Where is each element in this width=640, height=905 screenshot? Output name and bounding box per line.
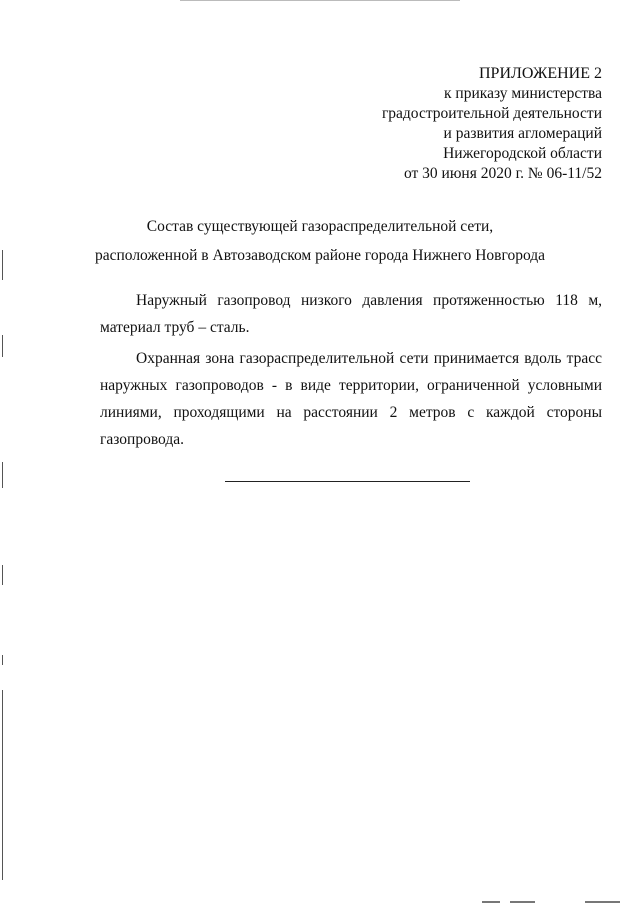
scan-edge-bottom-3 bbox=[585, 901, 620, 903]
document-title bbox=[40, 212, 600, 270]
document-title-line-1: Состав существующей газораспределительной сети, bbox=[146, 218, 494, 235]
appendix-line-department: градостроительной деятельности bbox=[381, 105, 602, 122]
scan-edge-bottom-2 bbox=[510, 901, 535, 903]
document-body bbox=[100, 287, 602, 453]
paragraph-pipeline-description: Наружный газопровод низкого давления протяженностью 118 м, материал труб – сталь. bbox=[100, 292, 602, 336]
paragraph-protection-zone: Охранная зона газораспределительной сети принимается вдоль трасс наружных газопроводов - в виде территории, ограниченной условными линиями, проходящими на расстоянии 2 метров с каждой стороны газопровода. bbox=[100, 350, 602, 448]
appendix-line-region: Нижегородской области bbox=[443, 145, 602, 162]
scan-edge-left-2 bbox=[2, 335, 3, 357]
appendix-block bbox=[282, 64, 602, 184]
appendix-heading: ПРИЛОЖЕНИЕ 2 bbox=[478, 65, 602, 82]
scan-edge-left-5 bbox=[2, 655, 3, 665]
scan-edge-bottom-1 bbox=[482, 901, 500, 903]
scan-edge-top bbox=[180, 0, 460, 1]
end-separator-line bbox=[225, 481, 470, 482]
scan-edge-left-4 bbox=[2, 565, 3, 585]
document-title-line-2: расположенной в Автозаводском районе города Нижнего Новгорода bbox=[94, 247, 546, 264]
scan-edge-left-3 bbox=[2, 462, 3, 488]
appendix-line-order: к приказу министерства bbox=[444, 85, 602, 102]
appendix-line-agglomeration: и развития агломераций bbox=[443, 125, 602, 142]
scan-edge-left-1 bbox=[2, 250, 3, 280]
scan-edge-left-6 bbox=[2, 690, 3, 880]
appendix-line-date-number: от 30 июня 2020 г. № 06-11/52 bbox=[403, 165, 602, 182]
